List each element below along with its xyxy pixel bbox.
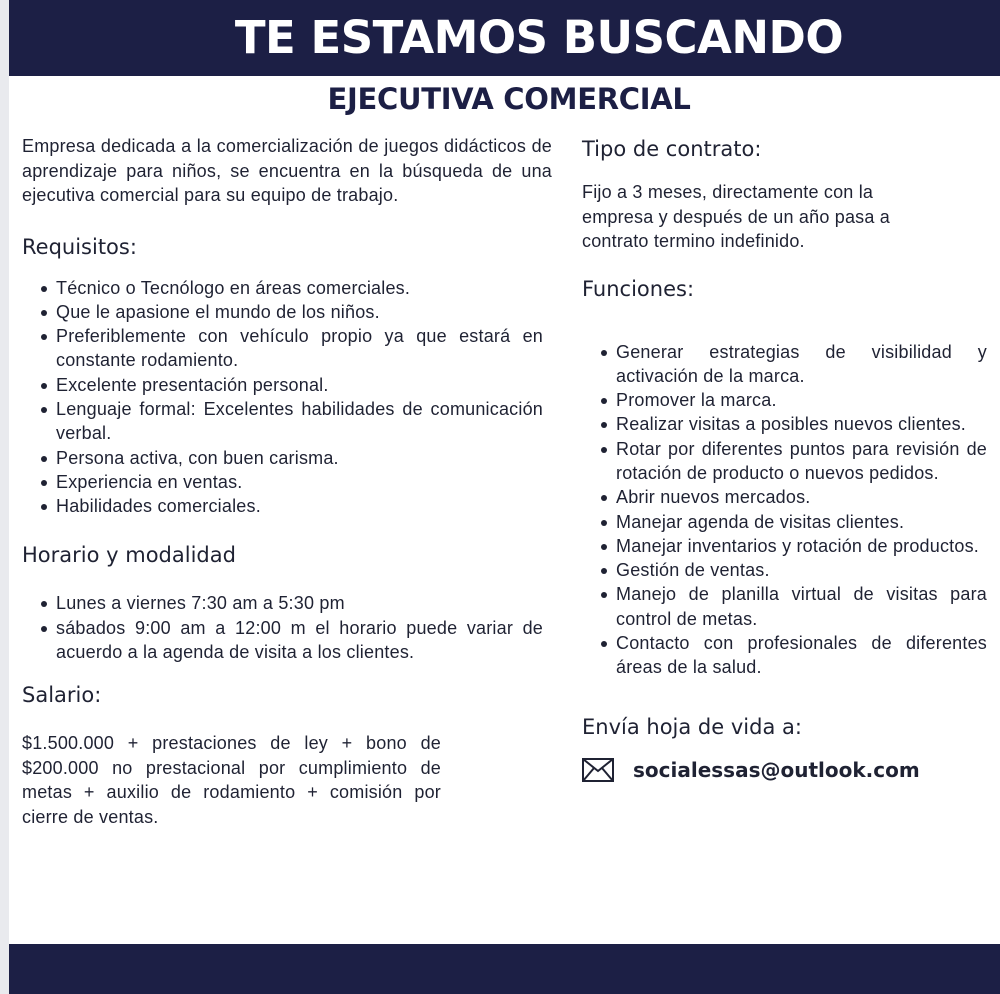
salario-text: $1.500.000 + prestaciones de ley + bono de $200.000 no prestacional por cumplimiento de metas + auxilio de rodamiento + comisión por cierre de ventas. bbox=[22, 733, 441, 827]
job-title: EJECUTIVA COMERCIAL bbox=[327, 82, 691, 116]
list-item: Manejo de planilla virtual de visitas para control de metas. bbox=[616, 582, 987, 631]
funciones-list bbox=[582, 340, 987, 680]
list-item: Técnico o Tecnólogo en áreas comerciales. bbox=[56, 276, 543, 300]
email-row[interactable] bbox=[582, 758, 987, 782]
main-title: TE ESTAMOS BUSCANDO bbox=[234, 11, 844, 64]
list-item: Abrir nuevos mercados. bbox=[616, 485, 987, 509]
list-item: Experiencia en ventas. bbox=[56, 470, 543, 494]
list-item: Habilidades comerciales. bbox=[56, 494, 543, 518]
list-item: sábados 9:00 am a 12:00 m el horario puede variar de acuerdo a la agenda de visita a los clientes. bbox=[56, 616, 543, 665]
left-column bbox=[22, 134, 552, 829]
horario-list bbox=[22, 591, 543, 664]
list-item: Generar estrategias de visibilidad y activación de la marca. bbox=[616, 340, 987, 389]
list-item: Rotar por diferentes puntos para revisión de rotación de producto o nuevos pedidos. bbox=[616, 437, 987, 486]
list-item: Persona activa, con buen carisma. bbox=[56, 446, 543, 470]
list-item: Lenguaje formal: Excelentes habilidades de comunicación verbal. bbox=[56, 397, 543, 446]
list-item: Preferiblemente con vehículo propio ya que estará en constante rodamiento. bbox=[56, 324, 543, 373]
horario-heading: Horario y modalidad bbox=[22, 543, 236, 568]
list-item: Manejar agenda de visitas clientes. bbox=[616, 510, 987, 534]
list-item: Gestión de ventas. bbox=[616, 558, 987, 582]
list-item: Realizar visitas a posibles nuevos clientes. bbox=[616, 412, 987, 436]
email-address[interactable]: socialessas@outlook.com bbox=[633, 757, 920, 782]
list-item: Lunes a viernes 7:30 am a 5:30 pm bbox=[56, 591, 543, 615]
intro-paragraph: Empresa dedicada a la comercialización de juegos didácticos de aprendizaje para niños, se encuentra en la búsqueda de una ejecutiva comercial para su equipo de trabajo. bbox=[22, 136, 552, 205]
list-item: Que le apasione el mundo de los niños. bbox=[56, 300, 543, 324]
list-item: Manejar inventarios y rotación de productos. bbox=[616, 534, 987, 558]
list-item: Contacto con profesionales de diferentes áreas de la salud. bbox=[616, 631, 987, 680]
contrato-text: Fijo a 3 meses, directamente con la empresa y después de un año pasa a contrato termino indefinido. bbox=[582, 182, 891, 251]
job-posting-page bbox=[9, 0, 1000, 994]
list-item: Excelente presentación personal. bbox=[56, 373, 543, 397]
funciones-heading: Funciones: bbox=[582, 276, 695, 301]
right-column bbox=[582, 134, 987, 782]
contrato-heading: Tipo de contrato: bbox=[582, 137, 762, 161]
envelope-icon bbox=[582, 758, 614, 782]
list-item: Promover la marca. bbox=[616, 388, 987, 412]
requisitos-heading: Requisitos: bbox=[22, 234, 137, 259]
salario-heading: Salario: bbox=[22, 683, 102, 708]
requisitos-list bbox=[22, 276, 543, 519]
contacto-heading: Envía hoja de vida a: bbox=[582, 714, 802, 739]
footer-band bbox=[9, 944, 1000, 994]
